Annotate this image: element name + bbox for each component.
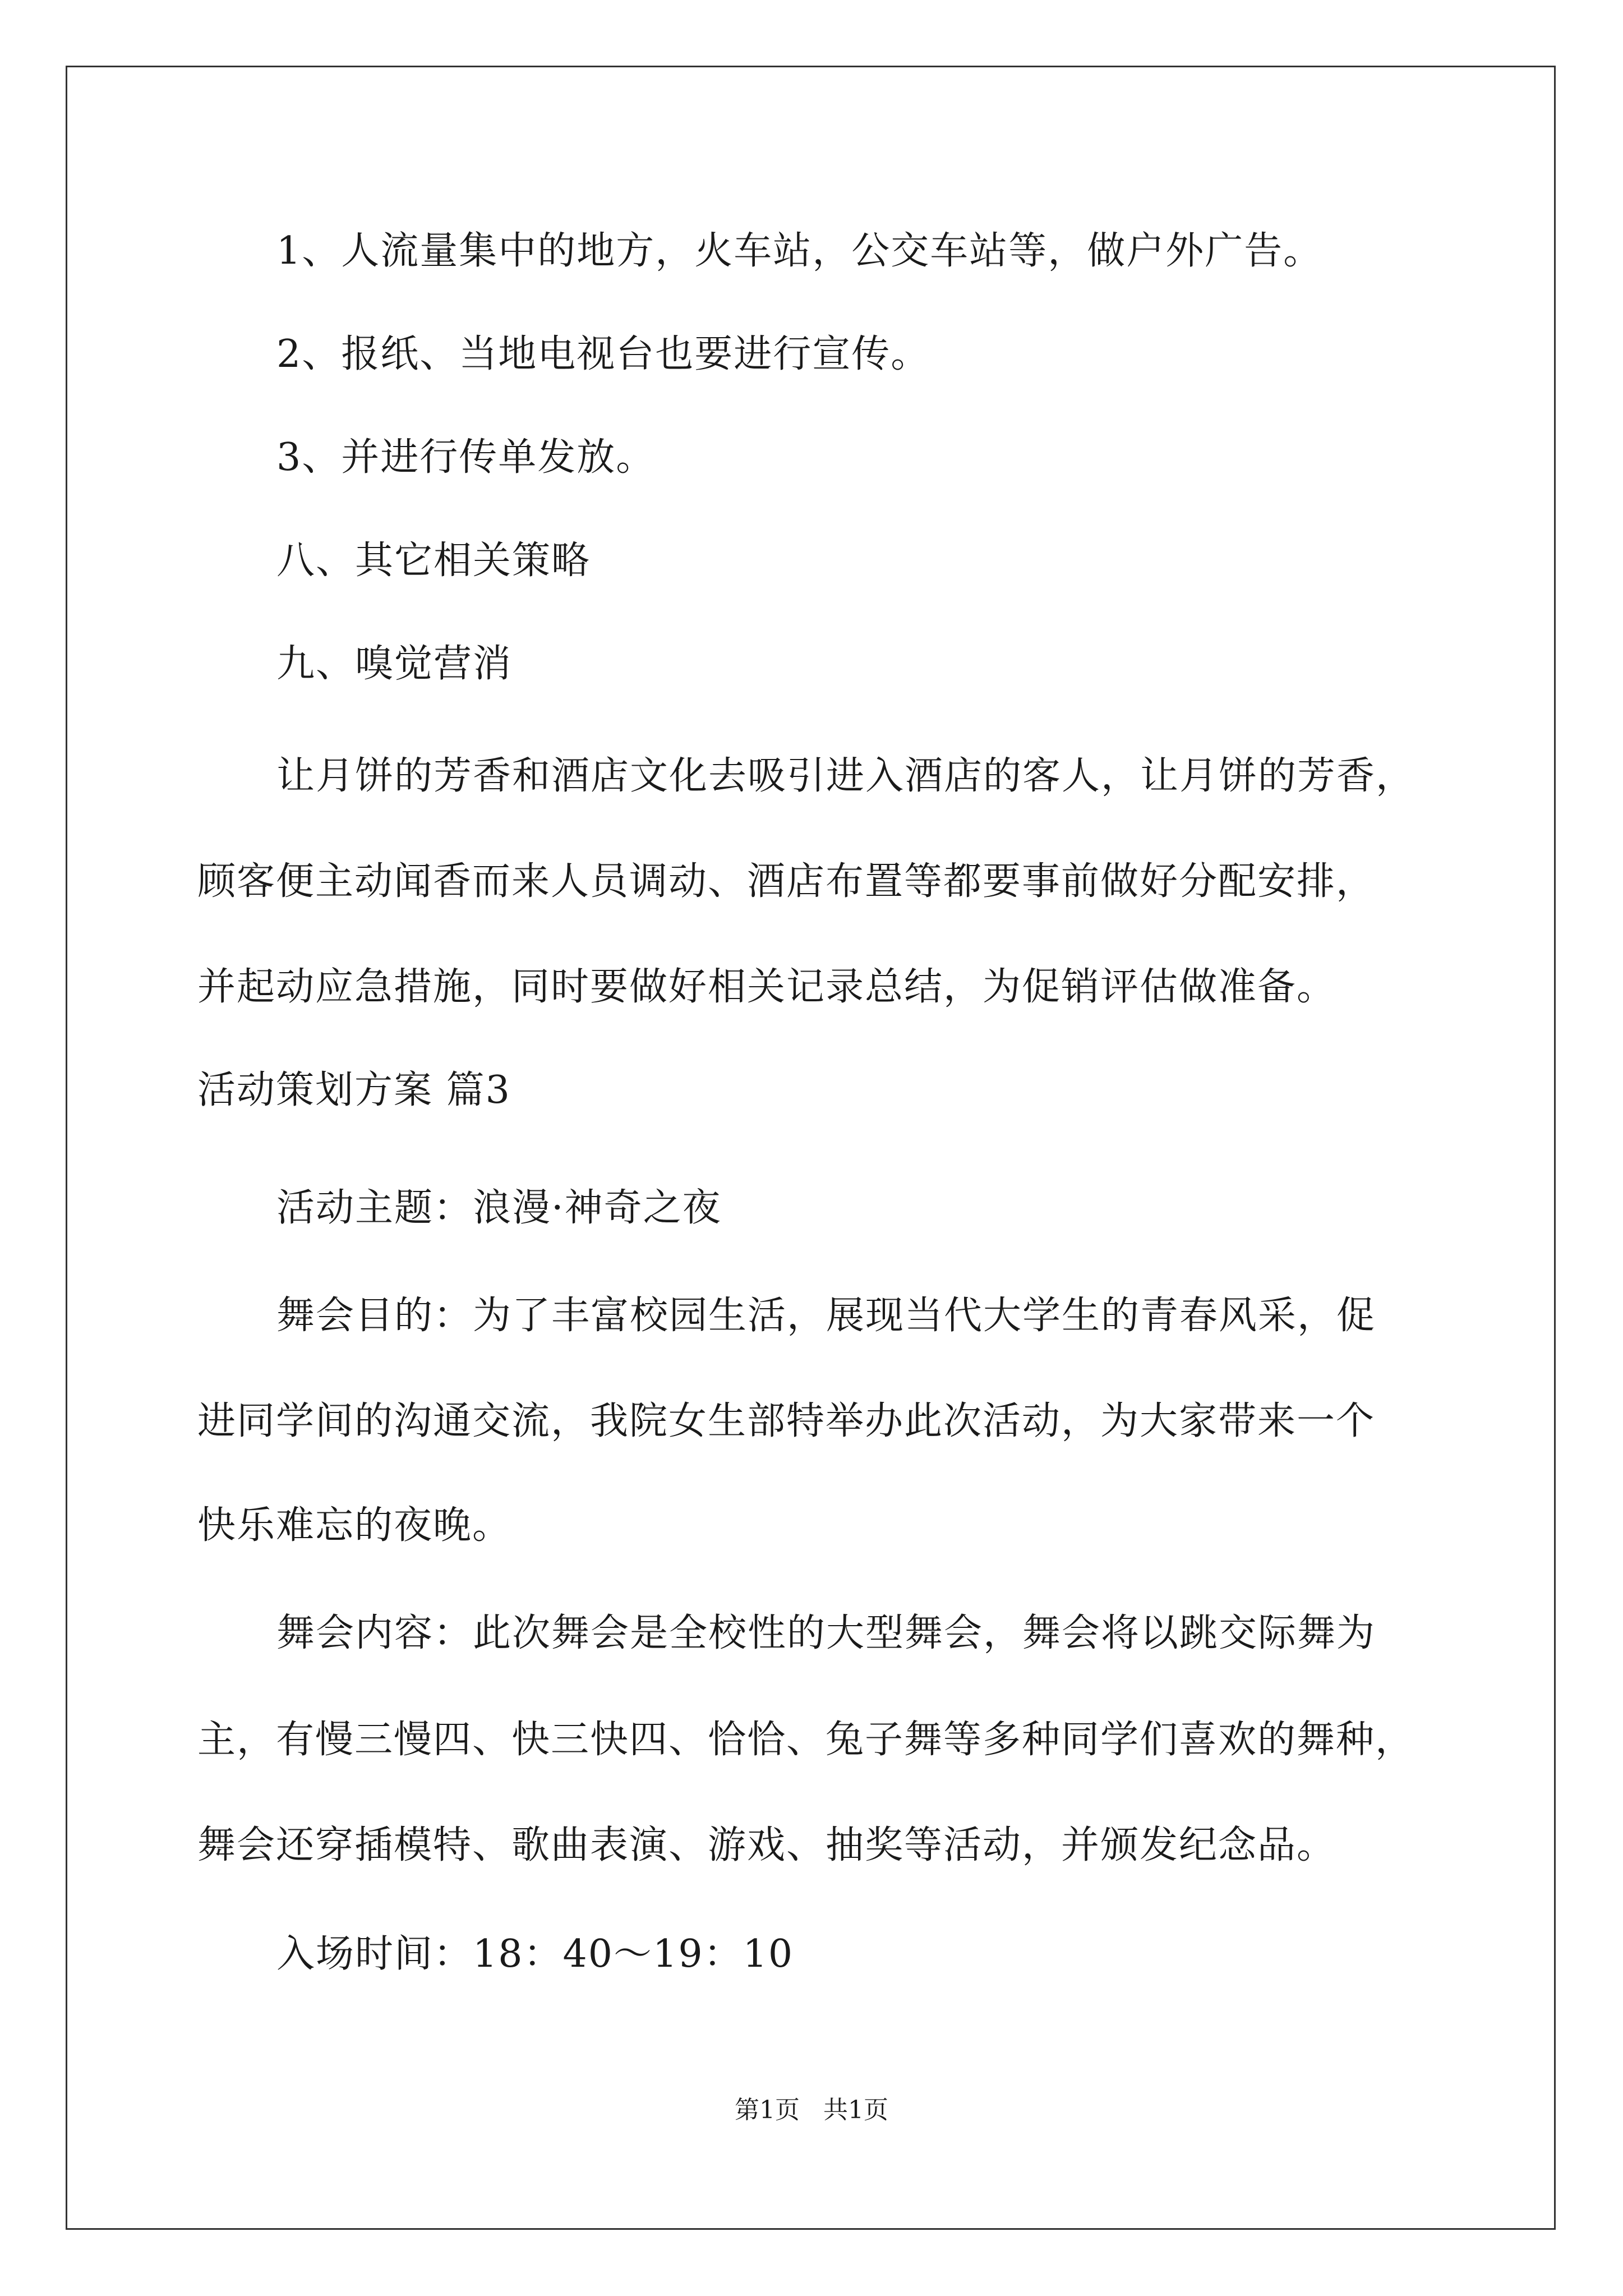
list-item-outdoor-ads: 1、人流量集中的地方，火车站，公交车站等，做户外广告。 [276, 229, 1323, 273]
list-item-flyers: 3、并进行传单发放。 [276, 435, 656, 480]
section-title-plan-3: 活动策划方案 篇3 [197, 1068, 511, 1112]
paragraph-line: 主，有慢三慢四、快三快四、恰恰、兔子舞等多种同学们喜欢的舞种， [197, 1718, 1415, 1762]
paragraph-line: 舞会还穿插模特、歌曲表演、游戏、抽奖等活动，并颁发纪念品。 [197, 1823, 1336, 1867]
paragraph-line: 并起动应急措施，同时要做好相关记录总结，为促销评估做准备。 [197, 965, 1336, 1009]
paragraph-line: 舞会内容：此次舞会是全校性的大型舞会，舞会将以跳交际舞为 [276, 1611, 1376, 1655]
page-frame [66, 66, 1556, 2230]
event-theme: 活动主题：浪漫·神奇之夜 [276, 1186, 722, 1230]
page-footer: 第1页 共1页 [735, 2096, 888, 2124]
paragraph-line: 让月饼的芳香和酒店文化去吸引进入酒店的客人，让月饼的芳香， [276, 754, 1415, 798]
paragraph-line: 舞会目的：为了丰富校园生活，展现当代大学生的青春风采，促 [276, 1294, 1376, 1338]
paragraph-line: 进同学间的沟通交流，我院女生部特举办此次活动，为大家带来一个 [197, 1399, 1376, 1443]
entry-time: 入场时间：18：40～19：10 [276, 1932, 794, 1976]
paragraph-line: 快乐难忘的夜晚。 [197, 1503, 512, 1548]
section-heading-other-strategies: 八、其它相关策略 [276, 539, 591, 583]
section-heading-olfactory-marketing: 九、嗅觉营消 [276, 642, 513, 686]
list-item-newspaper-tv: 2、报纸、当地电视台也要进行宣传。 [276, 332, 930, 376]
paragraph-line: 顾客便主动闻香而来人员调动、酒店布置等都要事前做好分配安排， [197, 859, 1376, 904]
